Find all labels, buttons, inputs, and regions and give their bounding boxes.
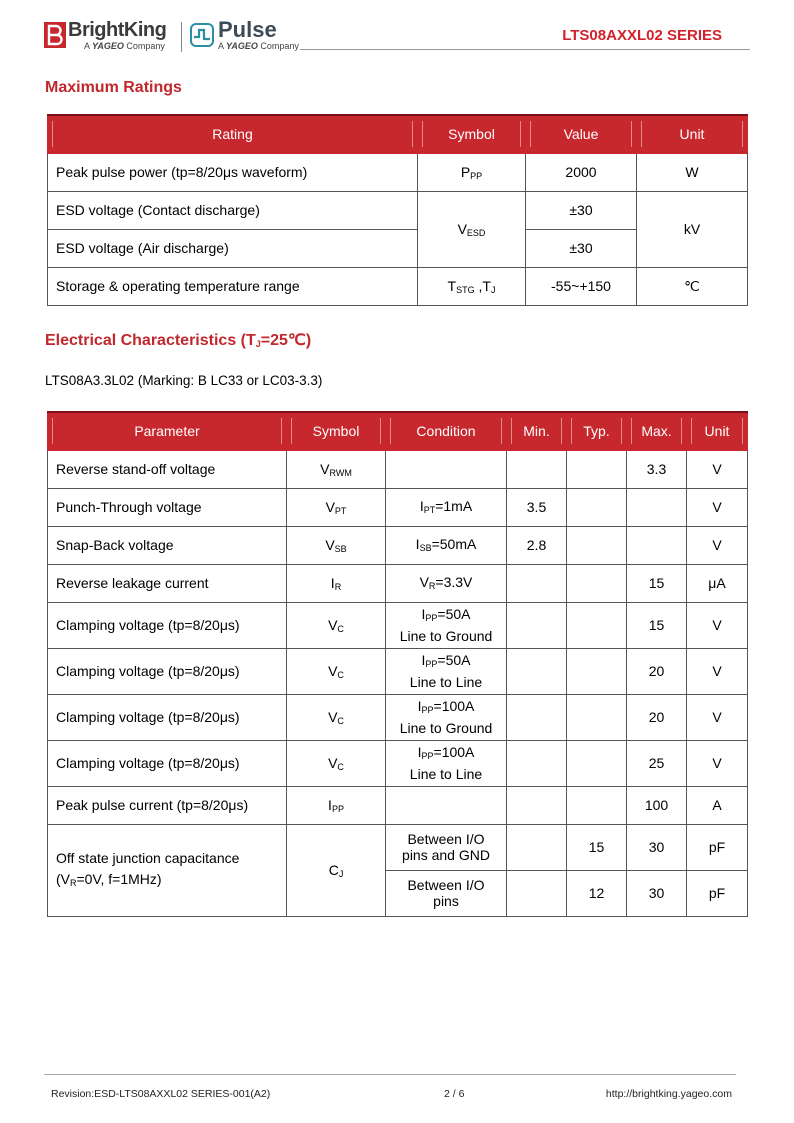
parameter-cell: Reverse leakage current [48,564,287,602]
table-row [48,824,748,870]
condition-cell [386,450,507,488]
header-cell: Min. [507,412,567,450]
unit-cell: V [687,694,748,740]
unit-cell: A [687,786,748,824]
min-cell [507,564,567,602]
part-marking-note: LTS08A3.3L02 (Marking: B LC33 or LC03-3.3) [45,373,323,388]
parameter-cell: Clamping voltage (tp=8/20μs) [48,740,287,786]
symbol-cell: $V_{ESD}$ [418,191,526,267]
typ-cell [567,526,627,564]
unit-cell: V [687,740,748,786]
table-row [48,191,748,229]
symbol-cell: $C_J$ [287,824,386,916]
footer-page-number: 2 / 6 [444,1088,465,1100]
rating-cell: Storage & operating temperature range [48,267,418,305]
condition-cell [386,786,507,824]
condition-cell: $I_{PT}=1mA$ [386,488,507,526]
max-cell [627,488,687,526]
value-cell: ±30 [526,229,637,267]
min-cell [507,648,567,694]
table-row [48,153,748,191]
table-row [48,602,748,648]
max-cell: 20 [627,648,687,694]
parameter-cell: Peak pulse current (tp=8/20μs) [48,786,287,824]
header-cell: Unit [687,412,748,450]
symbol-cell: $V_{RWM}$ [287,450,386,488]
table-row [48,267,748,305]
condition-cell: Between I/O pins and GND [386,824,507,870]
value-cell: ±30 [526,191,637,229]
symbol-cell: $V_C$ [287,648,386,694]
max-cell [627,526,687,564]
header-rule [300,49,750,50]
unit-cell: pF [687,824,748,870]
min-cell [507,694,567,740]
typ-cell [567,450,627,488]
symbol-cell: $V_C$ [287,740,386,786]
min-cell: 3.5 [507,488,567,526]
table-row [48,786,748,824]
header-cell: Condition [386,412,507,450]
typ-cell [567,648,627,694]
min-cell [507,786,567,824]
footer-url: http://brightking.yageo.com [605,1088,732,1100]
unit-cell: kV [637,191,748,267]
unit-cell: pF [687,870,748,916]
max-ratings-table [47,114,748,306]
typ-cell [567,564,627,602]
typ-cell [567,602,627,648]
symbol-cell: $P_{PP}$ [418,153,526,191]
unit-cell: W [637,153,748,191]
table-row [48,648,748,694]
header-cell: Symbol [287,412,386,450]
pulse-subtitle: A YAGEO Company [218,41,299,51]
typ-cell [567,786,627,824]
condition-cell: $I_{PP}=100A$ Line to Ground [386,694,507,740]
typ-cell [567,488,627,526]
max-cell: 30 [627,824,687,870]
brightking-name: BrightKing [68,19,167,41]
electrical-title: Electrical Characteristics $(T_J=25℃)$ [45,332,312,349]
table-row [48,488,748,526]
parameter-cell: Reverse stand-off voltage [48,450,287,488]
symbol-cell: $I_{PP}$ [287,786,386,824]
header-cell: Rating [48,115,418,153]
parameter-cell: Clamping voltage (tp=8/20μs) [48,648,287,694]
condition-cell: $I_{PP}=50A$ Line to Line [386,648,507,694]
symbol-cell: $V_{PT}$ [287,488,386,526]
value-cell: -55~+150 [526,267,637,305]
condition-cell: Between I/O pins [386,870,507,916]
value-cell: 2000 [526,153,637,191]
symbol-cell: $V_C$ [287,602,386,648]
series-title: LTS08AXXL02 SERIES [562,27,722,44]
condition-cell: $I_{PP}=100A$ Line to Line [386,740,507,786]
parameter-cell: Snap-Back voltage [48,526,287,564]
footer-rule [44,1074,736,1075]
brightking-subtitle: A YAGEO Company [84,41,165,51]
pulse-wave-icon [190,22,214,48]
unit-cell: V [687,526,748,564]
brightking-logo [44,20,174,54]
max-cell: 20 [627,694,687,740]
footer-revision: Revision:ESD-LTS08AXXL02 SERIES-001(A2) [51,1088,271,1100]
logo-divider [181,22,182,52]
table-header-row [48,412,748,450]
unit-cell: V [687,602,748,648]
min-cell [507,824,567,870]
min-cell [507,602,567,648]
max-cell: 30 [627,870,687,916]
condition-cell: $I_{SB}=50mA$ [386,526,507,564]
parameter-cell: Clamping voltage (tp=8/20μs) [48,694,287,740]
table-row [48,564,748,602]
unit-cell: μA [687,564,748,602]
min-cell [507,870,567,916]
pulse-logo [190,17,310,54]
max-cell: 3.3 [627,450,687,488]
pulse-name: Pulse [218,17,277,42]
table-row [48,694,748,740]
typ-cell [567,740,627,786]
max-cell: 15 [627,602,687,648]
header-cell: Symbol [418,115,526,153]
typ-cell: 12 [567,870,627,916]
parameter-cell: Punch-Through voltage [48,488,287,526]
symbol-cell: $V_C$ [287,694,386,740]
max-cell: 100 [627,786,687,824]
symbol-cell: $V_{SB}$ [287,526,386,564]
symbol-cell: $T_{STG}$ $,T_J$ [418,267,526,305]
header-cell: Max. [627,412,687,450]
min-cell [507,740,567,786]
header-cell: Value [526,115,637,153]
unit-cell: V [687,450,748,488]
min-cell [507,450,567,488]
unit-cell: V [687,648,748,694]
symbol-cell: $I_R$ [287,564,386,602]
rating-cell: ESD voltage (Contact discharge) [48,191,418,229]
parameter-cell: Off state junction capacitance ($V_R=0V$, f=1MHz) [48,824,287,916]
table-row [48,740,748,786]
condition-cell: $I_{PP}=50A$ Line to Ground [386,602,507,648]
rating-cell: Peak pulse power (tp=8/20μs waveform) [48,153,418,191]
condition-cell: $V_R=3.3V$ [386,564,507,602]
typ-cell [567,694,627,740]
parameter-cell: Clamping voltage (tp=8/20μs) [48,602,287,648]
unit-cell: ℃ [637,267,748,305]
brightking-b-icon [44,22,66,48]
header-cell: Parameter [48,412,287,450]
min-cell: 2.8 [507,526,567,564]
max-ratings-title: Maximum Ratings [45,79,182,96]
table-row [48,526,748,564]
typ-cell: 15 [567,824,627,870]
table-header-row [48,115,748,153]
max-cell: 25 [627,740,687,786]
rating-cell: ESD voltage (Air discharge) [48,229,418,267]
unit-cell: V [687,488,748,526]
electrical-table [47,411,748,917]
header-cell: Typ. [567,412,627,450]
table-row [48,450,748,488]
header-cell: Unit [637,115,748,153]
max-cell: 15 [627,564,687,602]
